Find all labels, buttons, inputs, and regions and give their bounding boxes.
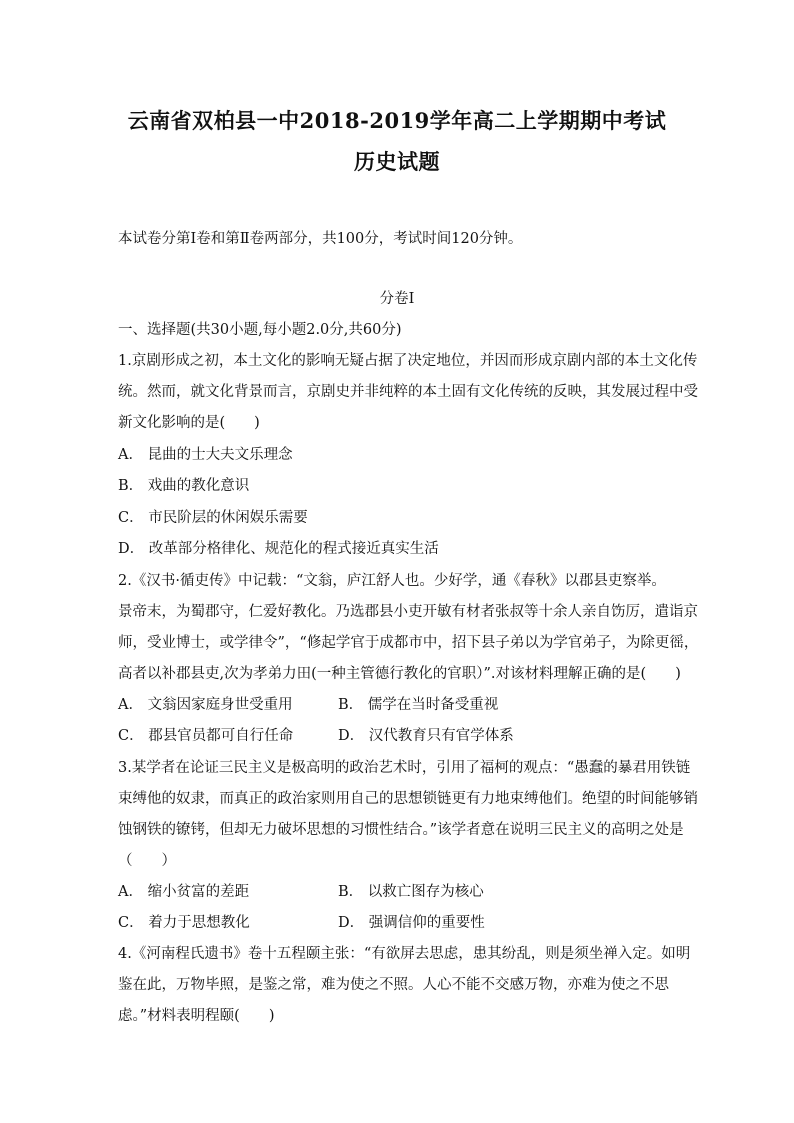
section-instructions: 一、选择题(共30小题,每小题2.0分,共60分) <box>118 322 402 338</box>
q4-line-1: 4.《河南程氏遗书》卷十五程颐主张：“有欲屏去思虑，患其纷乱，则是须坐禅入定。如明 <box>118 946 691 962</box>
q2-line-1: 2.《汉书·循吏传》中记载：“文翁，庐江舒人也。少好学，通《春秋》以郡县吏察举。 <box>118 573 666 589</box>
section-title: 分卷Ⅰ <box>379 291 415 307</box>
q2-options-row-1 <box>118 695 678 715</box>
q3-line-4: （ ） <box>118 853 176 869</box>
q2-option-c: C． 郡县官员都可自行任命 <box>118 728 294 744</box>
q3-option-a: A． 缩小贫富的差距 <box>118 884 250 900</box>
q4-line-3: 虑。”材料表明程颐( ) <box>118 1008 275 1024</box>
q1-option-b: B． 戏曲的教化意识 <box>118 478 250 494</box>
q1-option-c: C． 市民阶层的休闲娱乐需要 <box>118 510 308 526</box>
q3-option-b: B． 以救亡图存为核心 <box>338 884 484 900</box>
q3-line-3: 蚀钢铁的镣铐，但却无力破坏思想的习惯性结合。”该学者意在说明三民主义的高明之处是 <box>118 822 684 838</box>
q3-line-1: 3.某学者在论证三民主义是极高明的政治艺术时，引用了福柯的观点：“愚蠢的暴君用铁链 <box>118 760 691 776</box>
q3-line-2: 束缚他的奴隶，而真正的政治家则用自己的思想锁链更有力地束缚他们。绝望的时间能够销 <box>118 791 698 807</box>
exam-intro: 本试卷分第Ⅰ卷和第Ⅱ卷两部分，共100分，考试时间120分钟。 <box>118 231 523 247</box>
q2-option-d: D． 汉代教育只有官学体系 <box>338 728 514 744</box>
q1-line-3: 新文化影响的是( ) <box>118 415 260 431</box>
q4-line-2: 鉴在此，万物毕照，是鉴之常，难为使之不照。人心不能不交感万物，亦难为使之不思 <box>118 977 669 993</box>
q2-line-2: 景帝末，为蜀郡守，仁爱好教化。乃选郡县小吏开敏有材者张叔等十余人亲自饬厉，遣诣京 <box>118 604 698 620</box>
q1-option-d: D． 改革部分格律化、规范化的程式接近真实生活 <box>118 541 439 557</box>
q1-line-2: 统。然而，就文化背景而言，京剧史并非纯粹的本土固有文化传统的反映，其发展过程中受 <box>118 384 698 400</box>
exam-title: 云南省双柏县一中2018-2019学年高二上学期期中考试 <box>127 108 667 133</box>
q2-options-row-2 <box>118 726 678 746</box>
q2-option-b: B． 儒学在当时备受重视 <box>338 697 499 713</box>
q2-line-4: 高者以补郡县吏,次为孝弟力田(一种主管德行教化的官职）”.对该材料理解正确的是( ) <box>118 666 681 682</box>
q2-line-3: 师，受业博士，或学律令”，“修起学官于成都市中，招下县子弟以为学官弟子，为除更徭， <box>118 635 699 651</box>
q2-option-a: A． 文翁因家庭身世受重用 <box>118 697 293 713</box>
q3-options-row-2 <box>118 913 678 933</box>
q1-line-1: 1.京剧形成之初，本土文化的影响无疑占据了决定地位，并因而形成京剧内部的本土文化传 <box>118 353 698 369</box>
q1-option-a: A． 昆曲的士大夫文乐理念 <box>118 447 293 463</box>
q3-option-c: C． 着力于思想教化 <box>118 915 250 931</box>
exam-subtitle: 历史试题 <box>354 149 440 174</box>
q3-options-row-1 <box>118 882 678 902</box>
q3-option-d: D． 强调信仰的重要性 <box>338 915 485 931</box>
